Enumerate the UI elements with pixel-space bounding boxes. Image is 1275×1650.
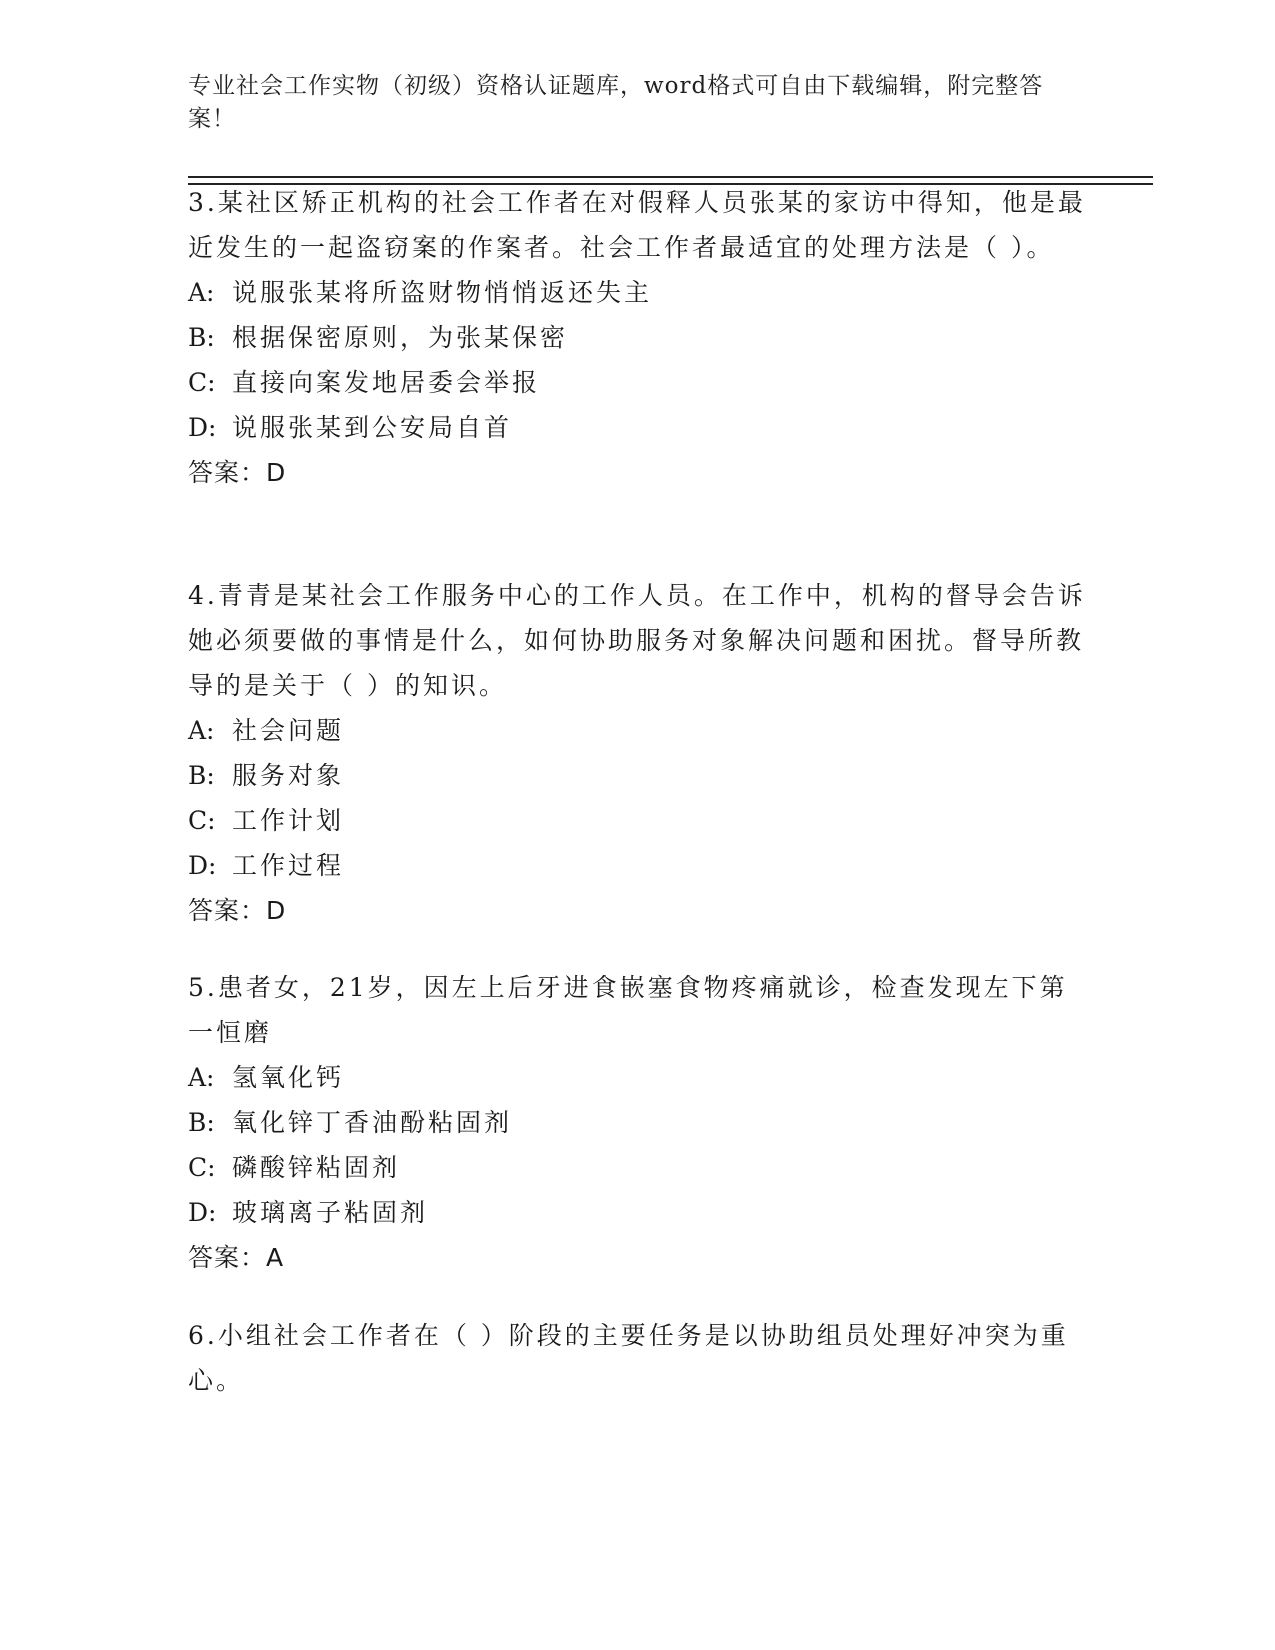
option-letter: A: xyxy=(188,716,215,745)
option-letter: D: xyxy=(188,413,217,442)
question-6 xyxy=(188,1313,1088,1403)
option-a xyxy=(188,270,1088,315)
option-d xyxy=(188,1190,1088,1235)
question-text: 5.患者女，21岁，因左上后牙进食嵌塞食物疼痛就诊，检查发现左下第一恒磨 xyxy=(188,973,1068,1047)
option-letter: D: xyxy=(188,1198,217,1227)
question-4 xyxy=(188,573,1088,933)
option-text: 氧化锌丁香油酚粘固剂 xyxy=(232,1108,513,1137)
option-letter: C: xyxy=(188,368,216,397)
option-letter: B: xyxy=(188,761,215,790)
option-b xyxy=(188,315,1088,360)
option-c xyxy=(188,1145,1088,1190)
answer-line: 答案：A xyxy=(188,1243,285,1272)
question-text: 3.某社区矫正机构的社会工作者在对假释人员张某的家访中得知，他是最近发生的一起盗窃案的作案者。社会工作者最适宜的处理方法是（ ）。 xyxy=(188,188,1086,262)
document-header: 专业社会工作实物（初级）资格认证题库，word格式可自由下载编辑，附完整答案！ xyxy=(188,73,1044,132)
option-text: 玻璃离子粘固剂 xyxy=(232,1198,429,1227)
option-text: 磷酸锌粘固剂 xyxy=(232,1153,401,1182)
option-text: 直接向案发地居委会举报 xyxy=(232,368,541,397)
option-c xyxy=(188,798,1088,843)
option-letter: A: xyxy=(188,1063,215,1092)
option-text: 说服张某将所盗财物悄悄返还失主 xyxy=(232,278,653,307)
answer-line: 答案：D xyxy=(188,458,287,487)
option-b xyxy=(188,753,1088,798)
option-a xyxy=(188,1055,1088,1100)
option-text: 社会问题 xyxy=(232,716,345,745)
option-b xyxy=(188,1100,1088,1145)
option-d xyxy=(188,843,1088,888)
option-letter: A: xyxy=(188,278,215,307)
option-text: 工作过程 xyxy=(232,851,345,880)
option-letter: C: xyxy=(188,1153,216,1182)
question-3 xyxy=(188,180,1088,495)
option-text: 服务对象 xyxy=(232,761,345,790)
option-letter: B: xyxy=(188,323,215,352)
option-letter: C: xyxy=(188,806,216,835)
question-5 xyxy=(188,965,1088,1280)
answer-line: 答案：D xyxy=(188,896,287,925)
option-text: 根据保密原则，为张某保密 xyxy=(232,323,569,352)
question-text: 4.青青是某社会工作服务中心的工作人员。在工作中，机构的督导会告诉她必须要做的事情是什么，如何协助服务对象解决问题和困扰。督导所教导的是关于（ ）的知识。 xyxy=(188,581,1086,700)
option-text: 氢氧化钙 xyxy=(232,1063,345,1092)
option-text: 说服张某到公安局自首 xyxy=(232,413,513,442)
option-text: 工作计划 xyxy=(232,806,345,835)
option-c xyxy=(188,360,1088,405)
option-letter: D: xyxy=(188,851,217,880)
option-a xyxy=(188,708,1088,753)
option-d xyxy=(188,405,1088,450)
question-text: 6.小组社会工作者在（ ）阶段的主要任务是以协助组员处理好冲突为重心。 xyxy=(188,1321,1069,1395)
option-letter: B: xyxy=(188,1108,215,1137)
